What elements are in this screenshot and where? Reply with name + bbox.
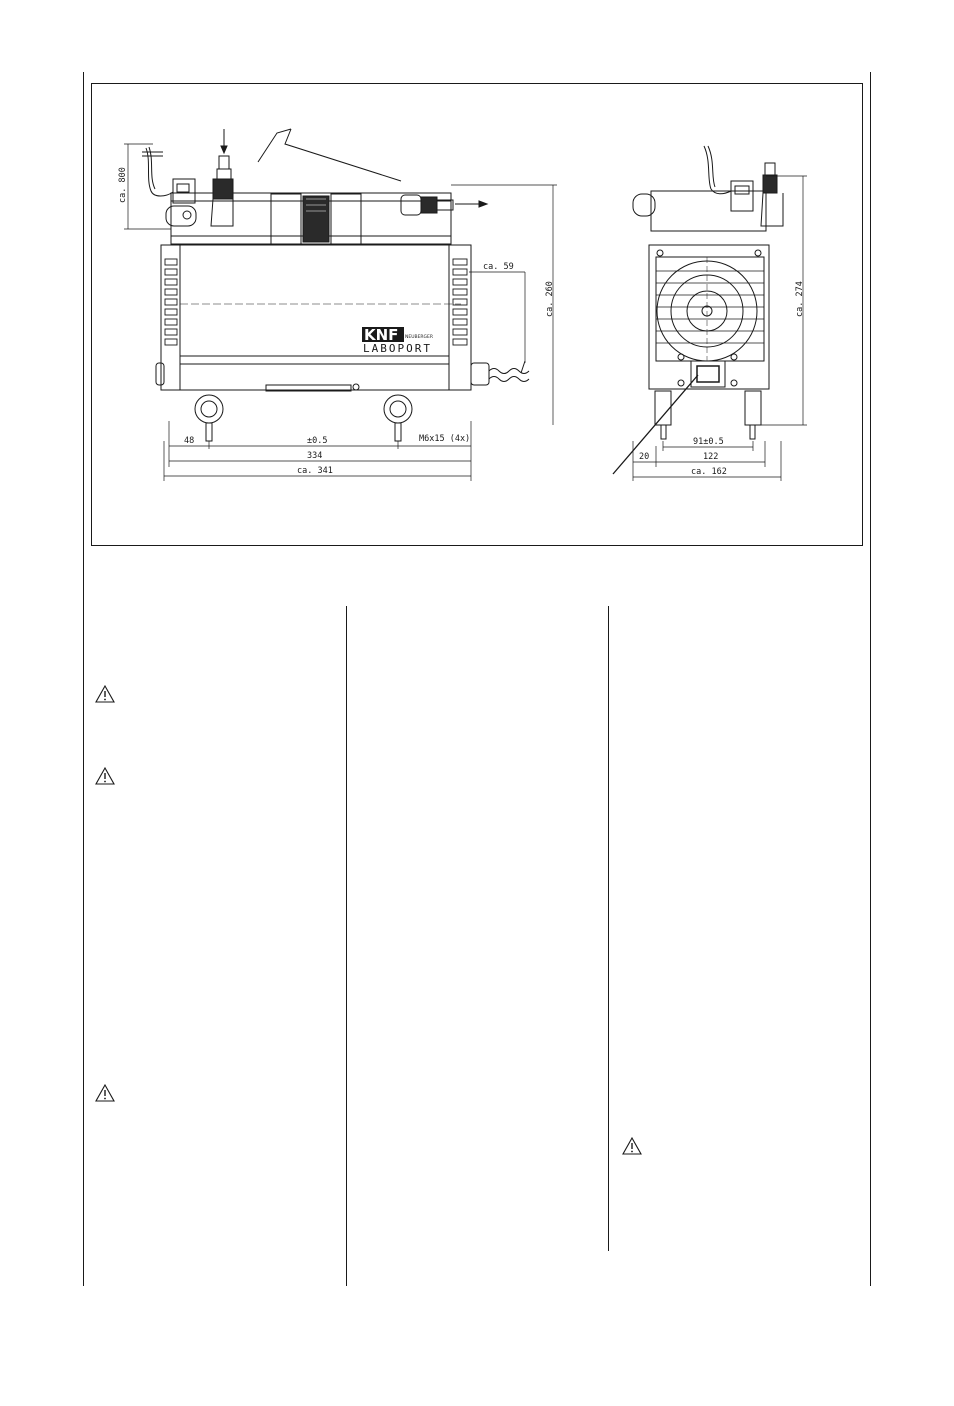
page-rule-left xyxy=(83,72,84,1286)
dim-outlet-offset: ca. 59 xyxy=(483,262,514,272)
dim-front-height: ca. 274 xyxy=(795,281,805,317)
warning-triangle-icon xyxy=(95,685,115,703)
page-rule-right xyxy=(870,72,871,1286)
dim-base-width: 122 xyxy=(703,452,719,462)
dim-foot-spacing-side: ±0.5 xyxy=(307,436,328,446)
dim-foot-offset: 48 xyxy=(184,436,195,446)
warning-triangle-icon xyxy=(622,1137,642,1155)
column-divider-1 xyxy=(346,606,347,1286)
warning-triangle-icon xyxy=(95,767,115,785)
dim-base-length: 334 xyxy=(307,451,323,461)
dim-foot-thread: M6x15 (4x) xyxy=(419,434,471,444)
warning-triangle-icon xyxy=(95,1084,115,1102)
dim-side-height: ca. 260 xyxy=(545,281,555,317)
dim-left-offset: 20 xyxy=(639,452,650,462)
pump-dimension-drawing xyxy=(92,84,862,545)
technical-drawing-frame xyxy=(91,83,863,546)
dim-total-width: ca. 162 xyxy=(691,467,727,477)
knf-laboport-logo xyxy=(362,326,433,355)
logo-company: NEUBERGER xyxy=(405,335,434,340)
dim-total-length: ca. 341 xyxy=(297,466,333,476)
column-divider-2 xyxy=(608,606,609,1251)
dim-foot-spacing-front: 91±0.5 xyxy=(693,437,724,447)
logo-product: LABOPORT xyxy=(363,342,432,355)
logo-brand: KNF xyxy=(364,326,399,344)
dim-cable-length: ca. 800 xyxy=(118,167,128,203)
